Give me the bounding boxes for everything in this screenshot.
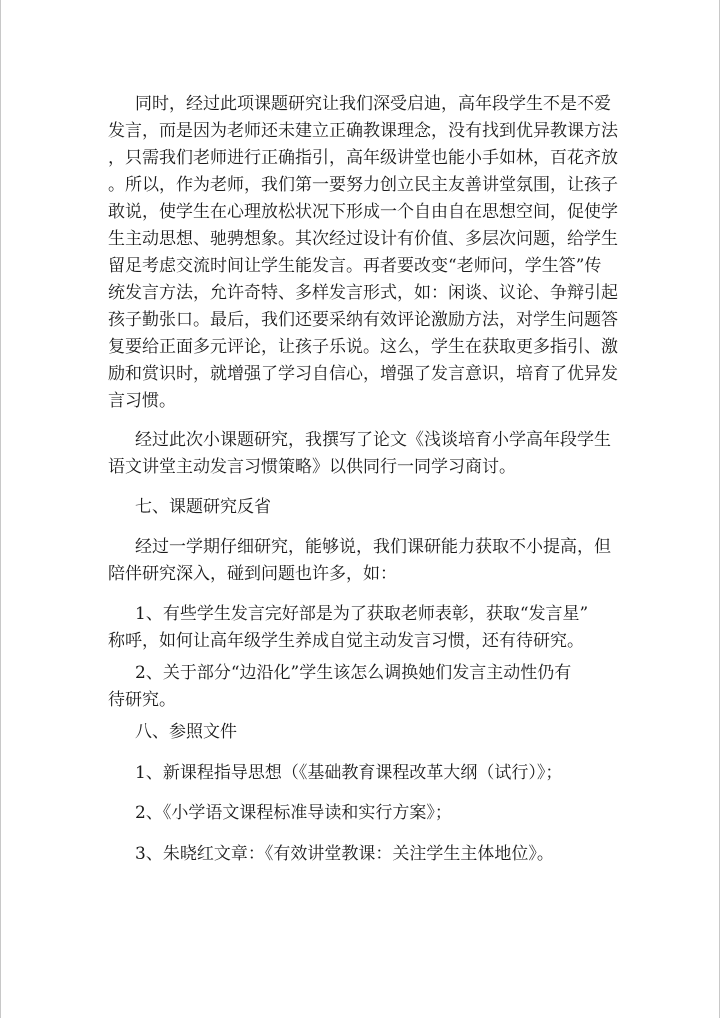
text-line: 敢说，使学生在心理放松状况下形成一个自由自在思想空间，促使学 — [108, 202, 618, 222]
paragraph-discussion — [108, 91, 618, 415]
reference-item-2 — [108, 800, 608, 827]
reference-text: 2、《小学语文课程标准导读和实行方案》； — [135, 803, 452, 823]
reference-item-3 — [108, 841, 608, 868]
text-line: 经过一学期仔细研究，能够说，我们课研能力获取不小提高，但 — [135, 537, 611, 557]
paragraph-paper-note — [108, 427, 611, 481]
text-line: 1、有些学生发言完好部是为了获取老师表彰，获取“发言星” — [135, 604, 589, 624]
text-line: 复要给正面多元评论，让孩子乐说。这么，学生在获取更多指引、激 — [108, 337, 618, 357]
reference-text: 3、朱晓红文章：《有效讲堂教课：关注学生主体地位》。 — [135, 844, 554, 864]
text-line: 孩子勤张口。最后，我们还要采纳有效评论激励方法，对学生问题答 — [108, 310, 618, 330]
text-line: 称呼，如何让高年级学生养成自觉主动发言习惯，还有待研究。 — [108, 631, 584, 651]
section-heading-text: 八、参照文件 — [135, 722, 237, 742]
text-line: 2、关于部分“边沿化”学生该怎么调换她们发言主动性仍有 — [135, 663, 572, 683]
reference-text: 1、新课程指导思想（《基础教育课程改革大纲（试行）》； — [135, 763, 563, 783]
text-line: 留足考虑交流时间让学生能发言。再者要改变“老师问，学生答”传 — [108, 256, 602, 276]
text-line: 语文讲堂主动发言习惯策略》以供同行一同学习商讨。 — [108, 457, 516, 477]
text-line: 经过此次小课题研究，我撰写了论文《浅谈培育小学高年段学生 — [135, 430, 611, 450]
reference-item-1 — [108, 760, 608, 787]
section-heading-reflection — [108, 494, 608, 521]
list-item-problem-2 — [108, 660, 608, 714]
text-line: 言习惯。 — [108, 391, 176, 411]
text-line: 同时，经过此项课题研究让我们深受启迪，高年段学生不是不爱 — [135, 94, 611, 114]
text-line: 。所以，作为老师，我们第一要努力创立民主友善讲堂氛围，让孩子 — [108, 175, 618, 195]
section-heading-references — [108, 719, 608, 746]
list-item-problem-1 — [108, 601, 608, 655]
text-line: ，只需我们老师进行正确指引，高年级讲堂也能小手如林，百花齐放 — [108, 148, 618, 168]
text-line: 统发言方法，允许奇特、多样发言形式，如：闲谈、议论、争辩引起 — [108, 283, 618, 303]
text-line: 发言，而是因为老师还未建立正确教课理念，没有找到优异教课方法 — [108, 121, 618, 141]
text-line: 生主动思想、驰骋想象。其次经过设计有价值、多层次问题，给学生 — [108, 229, 618, 249]
page-border-left — [0, 0, 1, 1018]
section-heading-text: 七、课题研究反省 — [135, 497, 271, 517]
text-line: 陪伴研究深入，碰到问题也许多，如： — [108, 564, 397, 584]
text-line: 待研究。 — [108, 690, 176, 710]
paragraph-reflection — [108, 534, 611, 588]
text-line: 励和赏识时，就增强了学习自信心，增强了发言意识，培育了优异发 — [108, 364, 618, 384]
